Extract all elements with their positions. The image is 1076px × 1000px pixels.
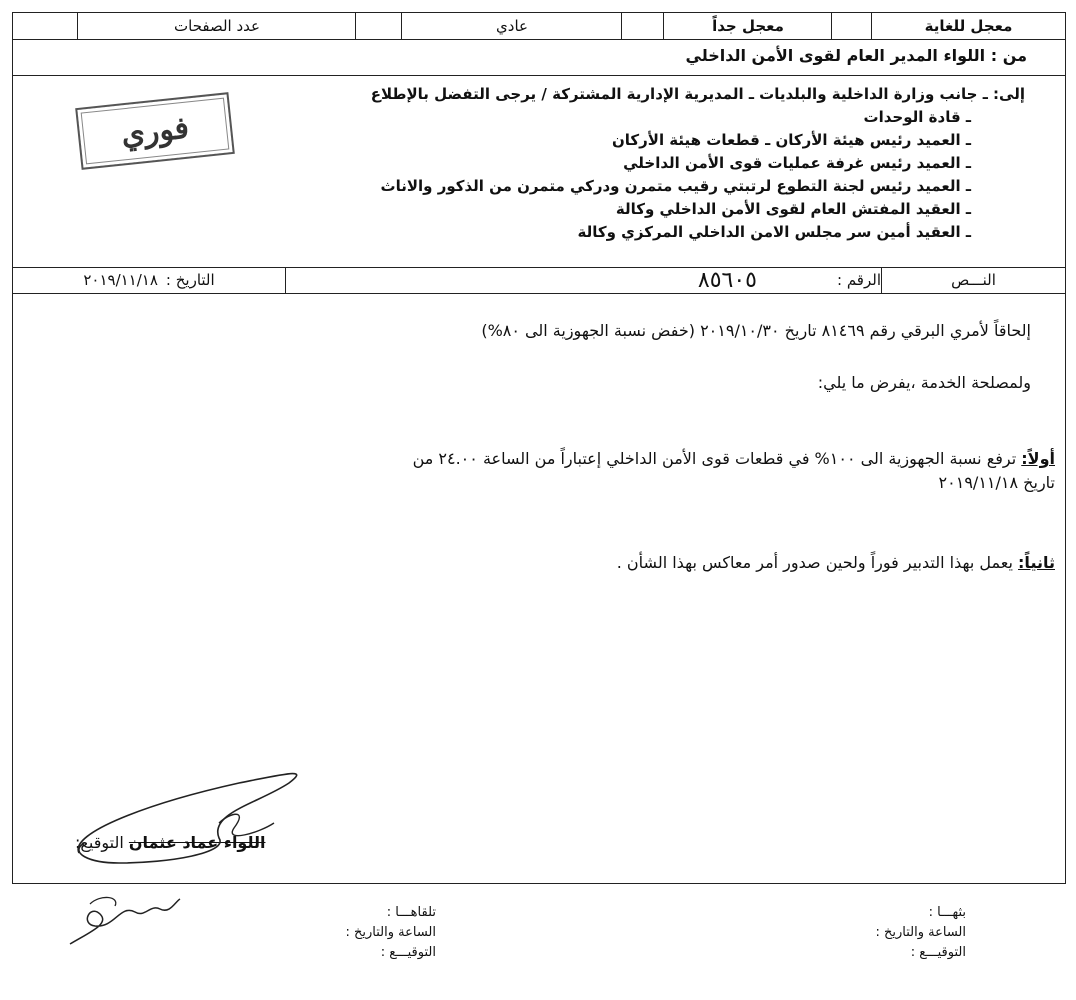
normal-label: عادي — [496, 17, 528, 35]
second-label: ثانياً: — [1018, 553, 1055, 572]
body-first — [413, 449, 1055, 468]
recv-label: تلقاهـــا : — [386, 905, 436, 920]
recipient-1: ـ قادة الوحدات — [863, 108, 971, 126]
body-second — [617, 553, 1055, 572]
recipient-6: ـ العقيد أمين سر مجلس الامن الداخلي المركزي وكالة — [577, 223, 971, 241]
pages-label: عدد الصفحات — [174, 17, 260, 35]
text-label-cell — [881, 267, 1065, 293]
pages-cell — [77, 13, 356, 39]
signature-name: اللواء عماد عثمان — [128, 833, 266, 852]
first-label: أولاً: — [1021, 449, 1055, 468]
recipient-4: ـ العميد رئيس لجنة التطوع لرتبتي رقيب متمرن ودركي متمرن من الذكور والاناث — [380, 177, 971, 195]
receiver-scribble-icon — [60, 884, 190, 954]
second-text: يعمل بهذا التدبير فوراً ولحين صدور أمر معاكس بهذا الشأن . — [616, 553, 1013, 572]
number-value: ٨٥٦٠٥ — [697, 267, 757, 293]
sent-signature: التوقيـــع : — [910, 945, 966, 960]
recipient-3: ـ العميد رئيس غرفة عمليات قوى الأمن الداخلي — [623, 154, 971, 172]
signature-label: التوقيع: — [75, 833, 124, 852]
recv-signature: التوقيـــع : — [380, 945, 436, 960]
body-p2: ولمصلحة الخدمة ،يفرض ما يلي: — [817, 373, 1031, 392]
priority-row — [13, 13, 1065, 40]
to-line: إلى: ـ جانب وزارة الداخلية والبلديات ـ المديرية الإدارية المشتركة / يرجى التفضل بالإطلاع — [370, 85, 1025, 103]
normal-checkbox — [355, 13, 402, 39]
very-urgent-checkbox — [831, 13, 872, 39]
from-row — [13, 39, 1065, 76]
recipient-5: ـ العقيد المفتش العام لقوى الأمن الداخلي وكالة — [615, 200, 971, 218]
date-value: ٢٠١٩/١١/١٨ — [83, 271, 158, 289]
number-label: الرقم : — [837, 271, 881, 289]
meta-row — [13, 267, 1065, 294]
normal-cell — [401, 13, 622, 39]
number-cell — [285, 267, 881, 293]
body-p1: إلحاقاً لأمري البرقي رقم ٨١٤٦٩ تاريخ ٢٠١٩/١٠/٣٠ (خفض نسبة الجهوزية الى ٨٠%) — [481, 321, 1031, 340]
text-label: النـــص — [951, 271, 996, 289]
very-urgent-label: معجل للغاية — [924, 17, 1013, 35]
first-text-2: تاريخ ٢٠١٩/١١/١٨ — [938, 473, 1055, 492]
handwritten-signature-icon — [59, 753, 359, 883]
recipient-2: ـ العميد رئيس هيئة الأركان ـ قطعات هيئة الأركان — [611, 131, 971, 149]
urgent-label: معجل جداً — [712, 17, 784, 35]
urgent-stamp: فوري — [75, 92, 235, 170]
urgent-cell — [663, 13, 832, 39]
sent-datetime: الساعة والتاريخ : — [875, 925, 966, 940]
urgent-checkbox — [621, 13, 664, 39]
pages-value-cell — [13, 13, 77, 39]
very-urgent-cell — [871, 13, 1065, 39]
recv-datetime: الساعة والتاريخ : — [345, 925, 436, 940]
from-line: من : اللواء المدير العام لقوى الأمن الداخلي — [685, 46, 1027, 65]
sent-label: بثهـــا : — [928, 905, 966, 920]
first-text-1: ترفع نسبة الجهوزية الى ١٠٠% في قطعات قوى الأمن الداخلي إعتباراً من الساعة ٢٤.٠٠ من — [412, 449, 1017, 468]
date-cell — [13, 267, 285, 293]
date-label: التاريخ : — [165, 271, 215, 289]
